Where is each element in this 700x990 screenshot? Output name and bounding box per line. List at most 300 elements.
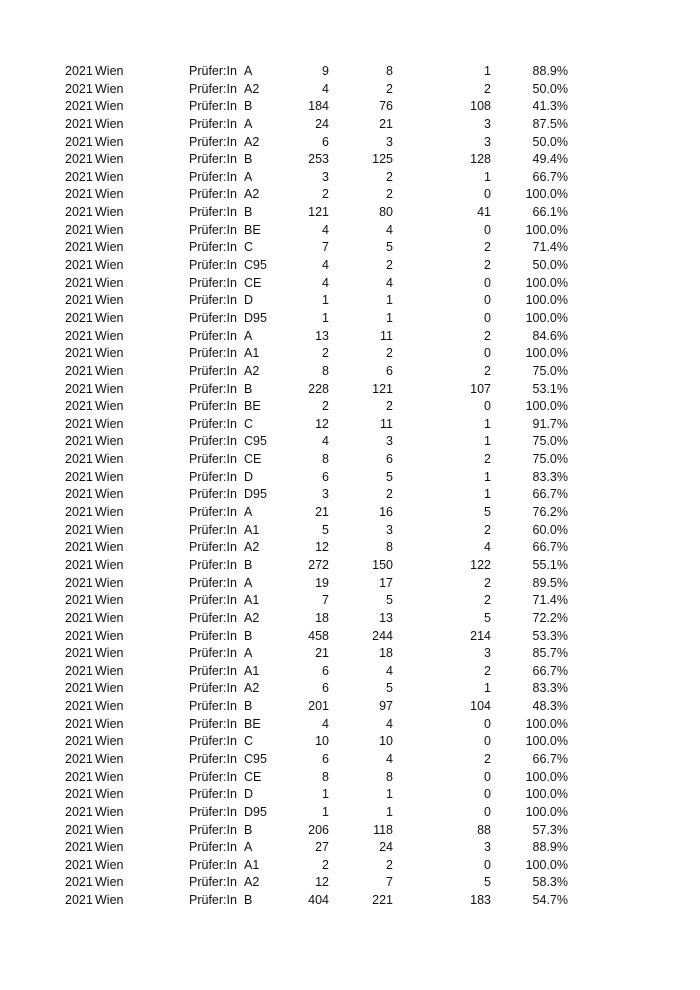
- pass-rate-cell: 54.7%: [532, 893, 568, 908]
- city-cell: Wien: [95, 134, 124, 149]
- year-cell: 2021: [65, 399, 93, 414]
- city-cell: Wien: [95, 734, 124, 749]
- license-class-cell: B: [244, 699, 253, 714]
- table-row: [0, 698, 700, 716]
- role-cell: Prüfer:In: [189, 152, 237, 167]
- table-row: [0, 892, 700, 910]
- failed-cell: 1: [484, 681, 491, 696]
- total-cell: 13: [315, 328, 329, 343]
- total-cell: 7: [322, 593, 329, 608]
- role-cell: Prüfer:In: [189, 804, 237, 819]
- role-cell: Prüfer:In: [189, 240, 237, 255]
- role-cell: Prüfer:In: [189, 840, 237, 855]
- table-row: [0, 98, 700, 116]
- role-cell: Prüfer:In: [189, 275, 237, 290]
- failed-cell: 1: [484, 487, 491, 502]
- total-cell: 2: [322, 346, 329, 361]
- total-cell: 6: [322, 469, 329, 484]
- role-cell: Prüfer:In: [189, 646, 237, 661]
- role-cell: Prüfer:In: [189, 116, 237, 131]
- table-row: [0, 169, 700, 187]
- failed-cell: 1: [484, 169, 491, 184]
- total-cell: 19: [315, 575, 329, 590]
- license-class-cell: A: [244, 646, 253, 661]
- failed-cell: 1: [484, 434, 491, 449]
- city-cell: Wien: [95, 81, 124, 96]
- pass-rate-cell: 88.9%: [532, 840, 568, 855]
- year-cell: 2021: [65, 99, 93, 114]
- passed-cell: 13: [379, 610, 393, 625]
- year-cell: 2021: [65, 258, 93, 273]
- year-cell: 2021: [65, 540, 93, 555]
- total-cell: 4: [322, 716, 329, 731]
- license-class-cell: A: [244, 169, 253, 184]
- table-row: [0, 663, 700, 681]
- failed-cell: 5: [484, 505, 491, 520]
- license-class-cell: B: [244, 822, 253, 837]
- pass-rate-cell: 57.3%: [532, 822, 568, 837]
- failed-cell: 0: [484, 275, 491, 290]
- license-class-cell: BE: [244, 399, 261, 414]
- total-cell: 8: [322, 452, 329, 467]
- failed-cell: 0: [484, 857, 491, 872]
- passed-cell: 6: [386, 452, 393, 467]
- pass-rate-cell: 66.7%: [532, 487, 568, 502]
- year-cell: 2021: [65, 751, 93, 766]
- pass-rate-cell: 100.0%: [525, 222, 568, 237]
- table-row: [0, 786, 700, 804]
- license-class-cell: A: [244, 575, 253, 590]
- total-cell: 21: [315, 505, 329, 520]
- city-cell: Wien: [95, 522, 124, 537]
- failed-cell: 0: [484, 716, 491, 731]
- pass-rate-cell: 100.0%: [525, 399, 568, 414]
- passed-cell: 125: [372, 152, 393, 167]
- table-row: [0, 575, 700, 593]
- role-cell: Prüfer:In: [189, 187, 237, 202]
- license-class-cell: A: [244, 116, 253, 131]
- year-cell: 2021: [65, 699, 93, 714]
- table-row: [0, 486, 700, 504]
- failed-cell: 122: [470, 557, 491, 572]
- passed-cell: 2: [386, 399, 393, 414]
- license-class-cell: D: [244, 787, 254, 802]
- city-cell: Wien: [95, 240, 124, 255]
- total-cell: 6: [322, 134, 329, 149]
- role-cell: Prüfer:In: [189, 452, 237, 467]
- license-class-cell: A2: [244, 134, 260, 149]
- failed-cell: 2: [484, 751, 491, 766]
- table-row: [0, 204, 700, 222]
- pass-rate-cell: 71.4%: [532, 593, 568, 608]
- total-cell: 4: [322, 434, 329, 449]
- total-cell: 7: [322, 240, 329, 255]
- city-cell: Wien: [95, 893, 124, 908]
- passed-cell: 17: [379, 575, 393, 590]
- passed-cell: 5: [386, 240, 393, 255]
- license-class-cell: A: [244, 328, 253, 343]
- year-cell: 2021: [65, 522, 93, 537]
- year-cell: 2021: [65, 628, 93, 643]
- role-cell: Prüfer:In: [189, 363, 237, 378]
- failed-cell: 2: [484, 240, 491, 255]
- total-cell: 272: [308, 557, 329, 572]
- city-cell: Wien: [95, 363, 124, 378]
- table-row: [0, 769, 700, 787]
- total-cell: 4: [322, 81, 329, 96]
- failed-cell: 104: [470, 699, 491, 714]
- license-class-cell: BE: [244, 716, 261, 731]
- year-cell: 2021: [65, 152, 93, 167]
- city-cell: Wien: [95, 751, 124, 766]
- passed-cell: 4: [386, 275, 393, 290]
- year-cell: 2021: [65, 275, 93, 290]
- pass-rate-cell: 50.0%: [532, 258, 568, 273]
- total-cell: 5: [322, 522, 329, 537]
- table-row: [0, 310, 700, 328]
- role-cell: Prüfer:In: [189, 610, 237, 625]
- year-cell: 2021: [65, 804, 93, 819]
- city-cell: Wien: [95, 610, 124, 625]
- role-cell: Prüfer:In: [189, 99, 237, 114]
- pass-rate-cell: 100.0%: [525, 293, 568, 308]
- year-cell: 2021: [65, 681, 93, 696]
- license-class-cell: C95: [244, 258, 267, 273]
- city-cell: Wien: [95, 169, 124, 184]
- city-cell: Wien: [95, 64, 124, 78]
- city-cell: Wien: [95, 205, 124, 220]
- role-cell: Prüfer:In: [189, 258, 237, 273]
- passed-cell: 244: [372, 628, 393, 643]
- passed-cell: 221: [372, 893, 393, 908]
- passed-cell: 121: [372, 381, 393, 396]
- total-cell: 121: [308, 205, 329, 220]
- failed-cell: 2: [484, 328, 491, 343]
- role-cell: Prüfer:In: [189, 822, 237, 837]
- pass-rate-cell: 53.1%: [532, 381, 568, 396]
- license-class-cell: B: [244, 893, 253, 908]
- total-cell: 8: [322, 769, 329, 784]
- failed-cell: 1: [484, 416, 491, 431]
- pass-rate-cell: 66.7%: [532, 540, 568, 555]
- pass-rate-cell: 89.5%: [532, 575, 568, 590]
- passed-cell: 1: [386, 787, 393, 802]
- failed-cell: 0: [484, 293, 491, 308]
- license-class-cell: B: [244, 557, 253, 572]
- table-row: [0, 522, 700, 540]
- passed-cell: 4: [386, 663, 393, 678]
- year-cell: 2021: [65, 857, 93, 872]
- role-cell: Prüfer:In: [189, 663, 237, 678]
- license-class-cell: A1: [244, 346, 260, 361]
- passed-cell: 76: [379, 99, 393, 114]
- city-cell: Wien: [95, 628, 124, 643]
- total-cell: 228: [308, 381, 329, 396]
- failed-cell: 0: [484, 787, 491, 802]
- city-cell: Wien: [95, 540, 124, 555]
- failed-cell: 1: [484, 469, 491, 484]
- role-cell: Prüfer:In: [189, 875, 237, 890]
- role-cell: Prüfer:In: [189, 205, 237, 220]
- passed-cell: 3: [386, 522, 393, 537]
- total-cell: 12: [315, 875, 329, 890]
- city-cell: Wien: [95, 857, 124, 872]
- role-cell: Prüfer:In: [189, 681, 237, 696]
- pass-rate-cell: 100.0%: [525, 734, 568, 749]
- role-cell: Prüfer:In: [189, 522, 237, 537]
- total-cell: 6: [322, 681, 329, 696]
- total-cell: 27: [315, 840, 329, 855]
- failed-cell: 0: [484, 804, 491, 819]
- role-cell: Prüfer:In: [189, 769, 237, 784]
- table-row: [0, 81, 700, 99]
- year-cell: 2021: [65, 505, 93, 520]
- role-cell: Prüfer:In: [189, 328, 237, 343]
- city-cell: Wien: [95, 452, 124, 467]
- passed-cell: 1: [386, 804, 393, 819]
- table-row: [0, 186, 700, 204]
- table-row: [0, 363, 700, 381]
- total-cell: 21: [315, 646, 329, 661]
- city-cell: Wien: [95, 699, 124, 714]
- year-cell: 2021: [65, 416, 93, 431]
- total-cell: 404: [308, 893, 329, 908]
- year-cell: 2021: [65, 434, 93, 449]
- failed-cell: 2: [484, 663, 491, 678]
- total-cell: 184: [308, 99, 329, 114]
- pass-rate-cell: 100.0%: [525, 310, 568, 325]
- year-cell: 2021: [65, 293, 93, 308]
- license-class-cell: A2: [244, 610, 260, 625]
- role-cell: Prüfer:In: [189, 540, 237, 555]
- license-class-cell: A2: [244, 681, 260, 696]
- failed-cell: 0: [484, 222, 491, 237]
- table-row: [0, 381, 700, 399]
- pass-rate-cell: 83.3%: [532, 681, 568, 696]
- total-cell: 4: [322, 222, 329, 237]
- passed-cell: 3: [386, 434, 393, 449]
- passed-cell: 8: [386, 769, 393, 784]
- passed-cell: 2: [386, 258, 393, 273]
- year-cell: 2021: [65, 310, 93, 325]
- table-row: [0, 839, 700, 857]
- table-row: [0, 645, 700, 663]
- role-cell: Prüfer:In: [189, 346, 237, 361]
- license-class-cell: B: [244, 205, 253, 220]
- table-row: [0, 257, 700, 275]
- passed-cell: 2: [386, 81, 393, 96]
- failed-cell: 3: [484, 646, 491, 661]
- license-class-cell: A1: [244, 857, 260, 872]
- failed-cell: 0: [484, 310, 491, 325]
- year-cell: 2021: [65, 205, 93, 220]
- passed-cell: 10: [379, 734, 393, 749]
- passed-cell: 2: [386, 187, 393, 202]
- total-cell: 4: [322, 258, 329, 273]
- pass-rate-cell: 88.9%: [532, 64, 568, 78]
- failed-cell: 214: [470, 628, 491, 643]
- total-cell: 6: [322, 663, 329, 678]
- year-cell: 2021: [65, 116, 93, 131]
- table-row: [0, 469, 700, 487]
- year-cell: 2021: [65, 381, 93, 396]
- role-cell: Prüfer:In: [189, 64, 237, 78]
- license-class-cell: D95: [244, 310, 267, 325]
- pass-rate-cell: 66.7%: [532, 751, 568, 766]
- total-cell: 12: [315, 540, 329, 555]
- city-cell: Wien: [95, 310, 124, 325]
- license-class-cell: B: [244, 628, 253, 643]
- passed-cell: 4: [386, 222, 393, 237]
- table-row: [0, 857, 700, 875]
- pass-rate-cell: 48.3%: [532, 699, 568, 714]
- pass-rate-cell: 100.0%: [525, 804, 568, 819]
- total-cell: 2: [322, 187, 329, 202]
- failed-cell: 2: [484, 258, 491, 273]
- passed-cell: 11: [380, 416, 393, 431]
- license-class-cell: D95: [244, 487, 267, 502]
- license-class-cell: A2: [244, 540, 260, 555]
- passed-cell: 5: [386, 681, 393, 696]
- passed-cell: 2: [386, 857, 393, 872]
- table-row: [0, 733, 700, 751]
- city-cell: Wien: [95, 505, 124, 520]
- passed-cell: 5: [386, 593, 393, 608]
- license-class-cell: A2: [244, 81, 260, 96]
- table-row: [0, 451, 700, 469]
- pass-rate-cell: 76.2%: [532, 505, 568, 520]
- license-class-cell: D: [244, 469, 254, 484]
- passed-cell: 6: [386, 363, 393, 378]
- failed-cell: 3: [484, 134, 491, 149]
- passed-cell: 4: [386, 751, 393, 766]
- total-cell: 24: [315, 116, 329, 131]
- city-cell: Wien: [95, 575, 124, 590]
- pass-rate-cell: 100.0%: [525, 346, 568, 361]
- city-cell: Wien: [95, 346, 124, 361]
- passed-cell: 150: [372, 557, 393, 572]
- failed-cell: 128: [470, 152, 491, 167]
- city-cell: Wien: [95, 557, 124, 572]
- passed-cell: 2: [386, 169, 393, 184]
- failed-cell: 41: [477, 205, 491, 220]
- passed-cell: 4: [386, 716, 393, 731]
- table-row: [0, 63, 700, 81]
- role-cell: Prüfer:In: [189, 505, 237, 520]
- failed-cell: 1: [484, 64, 491, 78]
- passed-cell: 2: [386, 346, 393, 361]
- table-row: [0, 628, 700, 646]
- pass-rate-cell: 100.0%: [525, 716, 568, 731]
- total-cell: 12: [315, 416, 329, 431]
- year-cell: 2021: [65, 169, 93, 184]
- table-row: [0, 874, 700, 892]
- passed-cell: 18: [379, 646, 393, 661]
- pass-rate-cell: 50.0%: [532, 81, 568, 96]
- role-cell: Prüfer:In: [189, 222, 237, 237]
- pass-rate-cell: 41.3%: [532, 99, 568, 114]
- pass-rate-cell: 58.3%: [532, 875, 568, 890]
- city-cell: Wien: [95, 804, 124, 819]
- pass-rate-cell: 87.5%: [532, 116, 568, 131]
- city-cell: Wien: [95, 487, 124, 502]
- pass-rate-cell: 72.2%: [532, 610, 568, 625]
- license-class-cell: A1: [244, 663, 260, 678]
- city-cell: Wien: [95, 769, 124, 784]
- passed-cell: 11: [380, 328, 393, 343]
- passed-cell: 97: [379, 699, 393, 714]
- license-class-cell: B: [244, 99, 253, 114]
- role-cell: Prüfer:In: [189, 381, 237, 396]
- failed-cell: 2: [484, 575, 491, 590]
- year-cell: 2021: [65, 893, 93, 908]
- passed-cell: 80: [379, 205, 393, 220]
- failed-cell: 0: [484, 187, 491, 202]
- license-class-cell: C: [244, 734, 254, 749]
- year-cell: 2021: [65, 346, 93, 361]
- failed-cell: 3: [484, 116, 491, 131]
- pass-rate-cell: 100.0%: [525, 857, 568, 872]
- year-cell: 2021: [65, 575, 93, 590]
- pass-rate-cell: 91.7%: [532, 416, 568, 431]
- city-cell: Wien: [95, 275, 124, 290]
- pass-rate-cell: 75.0%: [532, 363, 568, 378]
- license-class-cell: A2: [244, 187, 260, 202]
- failed-cell: 2: [484, 522, 491, 537]
- city-cell: Wien: [95, 258, 124, 273]
- pass-rate-cell: 66.1%: [532, 205, 568, 220]
- table-row: [0, 539, 700, 557]
- license-class-cell: A: [244, 64, 253, 78]
- role-cell: Prüfer:In: [189, 310, 237, 325]
- city-cell: Wien: [95, 187, 124, 202]
- role-cell: Prüfer:In: [189, 857, 237, 872]
- failed-cell: 88: [477, 822, 491, 837]
- table-row: [0, 610, 700, 628]
- city-cell: Wien: [95, 434, 124, 449]
- role-cell: Prüfer:In: [189, 557, 237, 572]
- passed-cell: 118: [373, 822, 393, 837]
- role-cell: Prüfer:In: [189, 716, 237, 731]
- passed-cell: 5: [386, 469, 393, 484]
- total-cell: 201: [308, 699, 329, 714]
- table-row: [0, 151, 700, 169]
- role-cell: Prüfer:In: [189, 787, 237, 802]
- role-cell: Prüfer:In: [189, 81, 237, 96]
- city-cell: Wien: [95, 787, 124, 802]
- passed-cell: 8: [386, 64, 393, 78]
- year-cell: 2021: [65, 716, 93, 731]
- table-row: [0, 716, 700, 734]
- table-row: [0, 116, 700, 134]
- city-cell: Wien: [95, 293, 124, 308]
- license-class-cell: A: [244, 505, 253, 520]
- total-cell: 3: [322, 169, 329, 184]
- year-cell: 2021: [65, 822, 93, 837]
- failed-cell: 2: [484, 81, 491, 96]
- license-class-cell: A2: [244, 875, 260, 890]
- city-cell: Wien: [95, 116, 124, 131]
- role-cell: Prüfer:In: [189, 134, 237, 149]
- city-cell: Wien: [95, 822, 124, 837]
- passed-cell: 16: [379, 505, 393, 520]
- table-row: [0, 433, 700, 451]
- passed-cell: 7: [386, 875, 393, 890]
- year-cell: 2021: [65, 787, 93, 802]
- table-row: [0, 416, 700, 434]
- table-row: [0, 292, 700, 310]
- total-cell: 6: [322, 751, 329, 766]
